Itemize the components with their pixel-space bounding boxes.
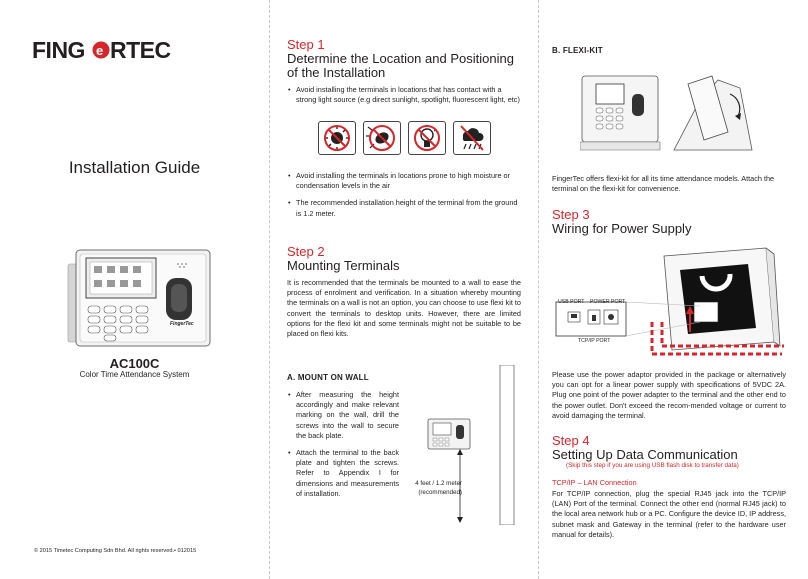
svg-text:FING: FING (32, 37, 85, 63)
no-sunlight-icon (318, 121, 356, 155)
tcpip-port-label: TCP/IP PORT (578, 338, 611, 344)
step1-title: Determine the Location and Positioning of the Installation (287, 51, 514, 80)
no-rain-icon (453, 121, 491, 155)
mount-bullets (287, 390, 399, 506)
step3-number: Step 3 (552, 207, 590, 222)
power-port-label: POWER PORT (590, 299, 626, 305)
step1-bullet-moisture: • Avoid installing the terminals in locations prone to high moisture or condensation levels in the air (287, 171, 520, 191)
step2-number: Step 2 (287, 244, 325, 259)
wiring-diagram (552, 242, 787, 366)
step3-body: Please use the power adaptor provided in the package or alternatively you can opt for a linear power supply with specifications of 5VDC 2A. Plug one point of the power adapter to the terminal and the other end to the power outlet. Don't exceed the recom-mended voltage or current to avoid damaging the terminal. (552, 370, 786, 420)
flexi-kit-image (580, 70, 760, 160)
svg-text:e: e (96, 43, 104, 58)
step2-body: It is recommended that the terminals be mounted to a wall to ease the process of enrolment and verification. In a situation whereby mounting the terminals on a wall is not an option, you can choose to use flexi kit to convert the terminals to desktop units. However, there are limited options for the flexi kit and some terminals might not be suitable to be placed on flexi kits. (287, 278, 521, 339)
ac100c-device-image (66, 244, 216, 352)
tcpip-subheading: TCP/IP – LAN Connection (552, 478, 637, 487)
cover-title: Installation Guide (68, 158, 201, 177)
step2-title: Mounting Terminals (287, 258, 400, 273)
step4-number: Step 4 (552, 433, 590, 448)
usb-port-label: USB PORT (558, 299, 585, 305)
mount-bullet-attach: • Attach the terminal to the back plate and tighten the screws. Refer to Appendix I for dimensions and measurements of installation. (287, 448, 399, 499)
model-subtitle: Color Time Attendance System (79, 370, 190, 379)
step1-number: Step 1 (287, 37, 325, 52)
mount-on-wall-heading: A. MOUNT ON WALL (287, 373, 369, 382)
device-brand-label: FingerTec (170, 321, 194, 327)
flexi-kit-body: FingerTec offers flexi-kit for all its time attendance models. Attach the terminal on the flexi-kit for convenience. (552, 174, 775, 194)
step1-bullets (287, 85, 520, 112)
no-spotlight-icon (363, 121, 401, 155)
height-note: (recommended) (418, 489, 462, 496)
step3-title: Wiring for Power Supply (552, 221, 692, 236)
step4-note: (Skip this step if you are using USB flash disk to transfer data) (566, 462, 739, 469)
svg-text:RTEC: RTEC (110, 37, 171, 63)
mount-bullet-drill: • After measuring the height accordingly and make relevant marking on the wall, drill the screws into the wall to secure the back plate. (287, 390, 399, 441)
step1-bullets-lower (287, 171, 520, 226)
fingertec-logo (30, 34, 180, 64)
fold-line-1 (269, 0, 270, 579)
height-label: 4 feet / 1.2 meter (415, 480, 462, 487)
no-lightbulb-icon (408, 121, 446, 155)
fold-line-2 (538, 0, 539, 579)
step4-title: Setting Up Data Communication (552, 447, 738, 462)
flexi-kit-heading: B. FLEXI-KIT (552, 46, 603, 55)
copyright: © 2015 Timetec Computing Sdn Bhd. All rights reserved.• 012015 (34, 548, 197, 554)
wall-mount-diagram (404, 365, 528, 525)
step1-bullet-height: • The recommended installation height of the terminal from the ground is 1.2 meter. (287, 198, 520, 218)
model-name: AC100C (109, 356, 160, 371)
step1-bullet-light: • Avoid installing the terminals in locations that has contact with a strong light source (e.g direct sunlight, spotlight, fluorescent light, etc) (287, 85, 520, 105)
step4-body: For TCP/IP connection, plug the special RJ45 jack into the TCP/IP (LAN) Port of the terminal. Connect the other end (normal RJ45 jack) to the local area network hub or a PC. Configure the device ID, IP address, subnet mask and Gateway in the terminal (refer to the hardware user manual for details). (552, 489, 786, 539)
